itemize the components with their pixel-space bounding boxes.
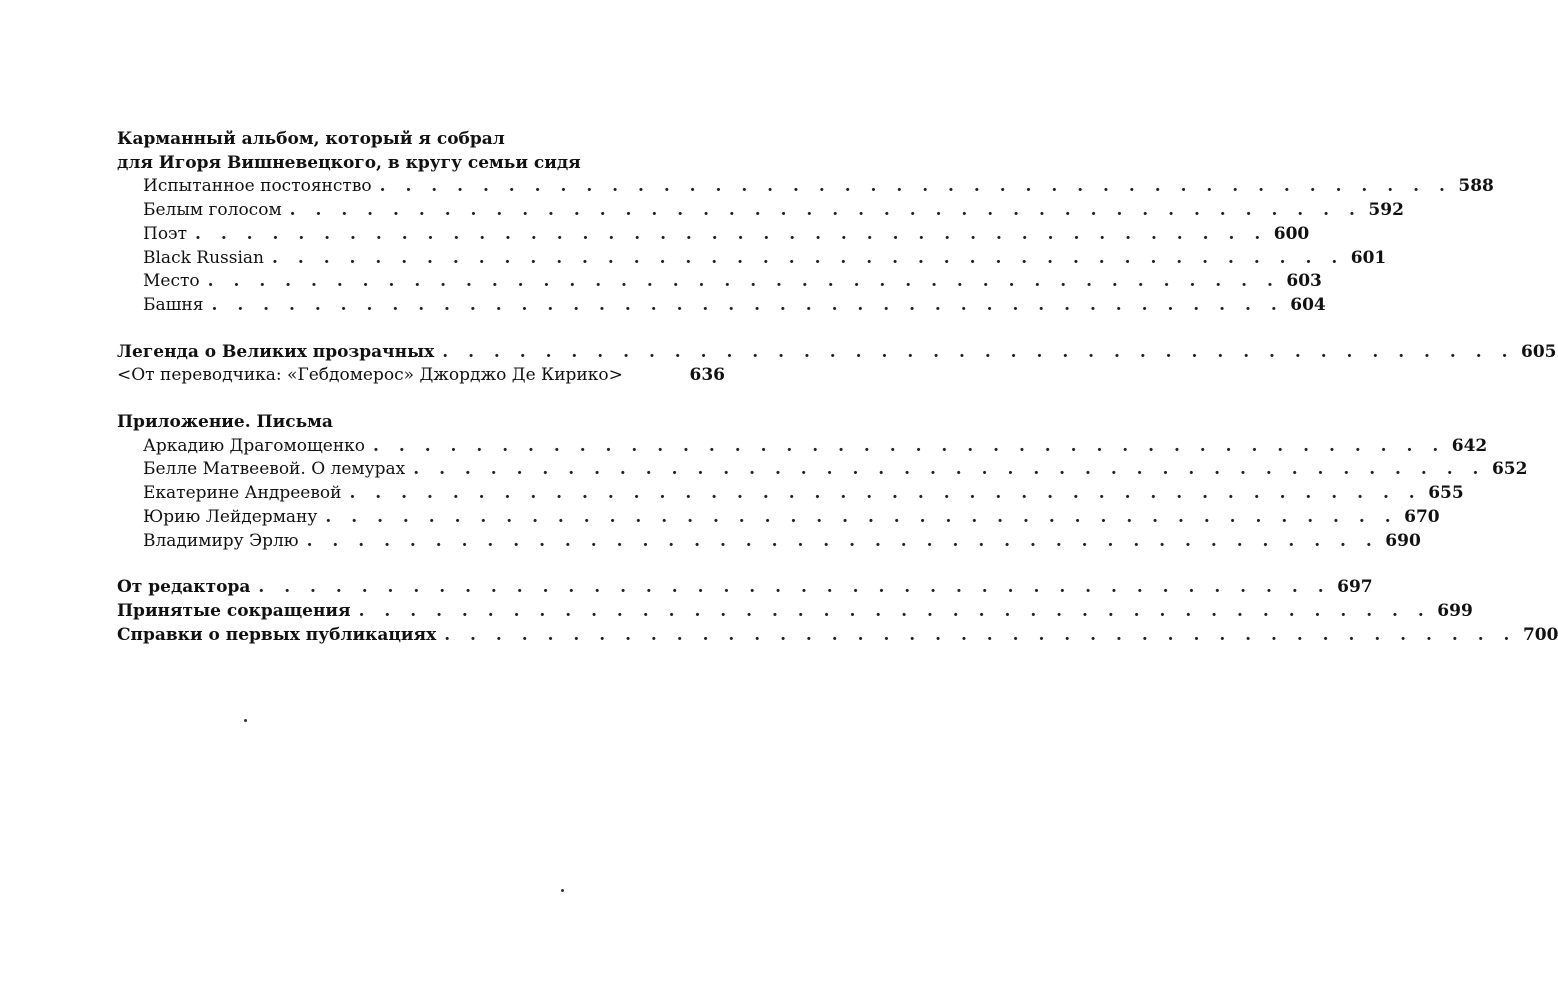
dot-leader: . . . . . . . . . . . . . . . . . . . . . . . . . . . . . . . . . . . . . . . . . . xyxy=(306,530,1379,551)
toc-entry xyxy=(117,364,725,388)
toc-entry xyxy=(117,482,1464,506)
section-title-pocket-album-line2: для Игоря Вишневецкого, в кругу семьи сидя xyxy=(117,152,581,173)
section-spacer xyxy=(117,318,725,341)
toc-entry xyxy=(117,223,1310,247)
toc-entry-page: 697 xyxy=(1337,577,1373,598)
toc-entry-page: 600 xyxy=(1273,223,1310,244)
toc-entry-page: 670 xyxy=(1404,506,1440,527)
toc-entry-title: Белым голосом xyxy=(143,200,282,221)
toc-entry xyxy=(117,506,1440,530)
dot-leader: . . . . . . . . . . . . . . . . . . . . . . . . . . . . . . . . . . . . . . . . . . xyxy=(373,435,1446,456)
dot-leader: . . . . . . . . . . . . . . . . . . . . . . . . . . . . . . . . . . . . . . . . . . xyxy=(444,624,1517,645)
toc-entry xyxy=(117,624,1558,648)
toc-entry-title: Аркадию Драгомощенко xyxy=(143,435,366,456)
section-title-appendix: Приложение. Письма xyxy=(117,412,333,433)
dot-leader: . . . . . . . . . . . . . . . . . . . . . . . . . . . . . . . . . . . . . . . . . . xyxy=(325,506,1398,527)
dot-leader: . . . . . . . . . . . . . . . . . . . . . . . . . . . . . . . . . . . . . . . . . . xyxy=(442,341,1515,362)
dot-leader: . . . . . . . . . . . . . . . . . . . . . . . . . . . . . . . . . . . . . . . . . . xyxy=(272,247,1345,268)
toc-entry-title: Легенда о Великих прозрачных xyxy=(117,341,435,362)
toc-entry-title: Поэт xyxy=(143,223,187,244)
dot-leader: . . . . . . . . . . . . . . . . . . . . . . . . . . . . . . . . . . . . . . . . . . xyxy=(258,577,1331,598)
dot-leader: . . . . . . . . . . . . . . . . . . . . . . . . . . . . . . . . . . . . . . . . . . xyxy=(349,483,1422,504)
toc-entry xyxy=(117,341,1557,365)
toc-entry xyxy=(117,600,1473,624)
toc-entry-page: 690 xyxy=(1385,530,1421,551)
toc-entry-title: Владимиру Эрлю xyxy=(143,530,299,551)
toc-entry xyxy=(117,576,1373,600)
toc-entry-page: 652 xyxy=(1491,459,1528,480)
toc-entry-page: 636 xyxy=(689,365,725,386)
section-spacer xyxy=(117,388,725,411)
toc-entry-title: От редактора xyxy=(117,577,251,598)
toc-entry-page: 601 xyxy=(1350,247,1387,268)
dot-leader: . . . . . . . . . . . . . . . . . . . . . . . . . . . . . . . . . . . . . . . . . . xyxy=(358,600,1431,621)
toc-entry-page: 655 xyxy=(1428,483,1464,504)
toc-entry xyxy=(117,270,1322,294)
toc-entry-page: 642 xyxy=(1451,435,1488,456)
toc-entry-title: Белле Матвеевой. О лемурах xyxy=(143,459,406,480)
toc-entry xyxy=(117,435,1488,459)
toc-entry-title: Испытанное постоянство xyxy=(143,176,372,197)
toc-entry-title: Юрию Лейдерману xyxy=(143,506,318,527)
toc-entry-title: <От переводчика: «Гебдомерос» Джорджо Де Кирико> xyxy=(117,365,623,386)
toc-entry xyxy=(117,199,1404,223)
toc-entry xyxy=(117,175,1494,199)
dot-leader: . . . . . . . . . . . . . . . . . . . . . . . . . . . . . . . . . . . . . . . . . . xyxy=(211,294,1284,315)
toc-entry xyxy=(117,458,1528,482)
dot-leader: . . . . . . . . . . . . . . . . . . . . . . . . . . . . . . . . . . . . . . . . . . xyxy=(195,223,1268,244)
scan-speck xyxy=(244,719,247,722)
table-of-contents xyxy=(117,128,1558,647)
toc-entry-page: 699 xyxy=(1437,600,1473,621)
dot-leader: . . . . . . . . . . . . . . . . . . . . . . . . . . . . . . . . . . . . . . . . . . xyxy=(289,200,1362,221)
toc-entry xyxy=(117,294,1326,318)
toc-entry-title: Справки о первых публикациях xyxy=(117,624,437,645)
toc-entry-page: 605 xyxy=(1520,341,1557,362)
toc-entry-page: 603 xyxy=(1286,271,1322,292)
toc-entry-title: Принятые сокращения xyxy=(117,600,351,621)
toc-entry xyxy=(117,530,1421,554)
section-title-pocket-album-line1: Карманный альбом, который я собрал xyxy=(117,129,505,149)
toc-entry-page: 588 xyxy=(1458,176,1494,197)
dot-leader: . . . . . . . . . . . . . . . . . . . . . . . . . . . . . . . . . . . . . . . . . . xyxy=(207,271,1280,292)
scan-speck xyxy=(561,889,564,892)
toc-entry-title: Екатерине Андреевой xyxy=(143,483,342,504)
toc-entry-page: 700 xyxy=(1522,624,1558,645)
toc-entry-title: Black Russian xyxy=(143,247,265,268)
toc-entry-title: Башня xyxy=(143,294,204,315)
toc-entry-title: Место xyxy=(143,271,200,292)
toc-entry-page: 592 xyxy=(1368,200,1404,221)
dot-leader: . . . . . . . . . . . . . . . . . . . . . . . . . . . . . . . . . . . . . . . . . . xyxy=(379,176,1452,197)
dot-leader: . . . . . . . . . . . . . . . . . . . . . . . . . . . . . . . . . . . . . . . . . . xyxy=(413,459,1486,480)
toc-entry-page: 604 xyxy=(1290,294,1326,315)
toc-entry xyxy=(117,247,1387,271)
section-spacer xyxy=(117,553,725,576)
